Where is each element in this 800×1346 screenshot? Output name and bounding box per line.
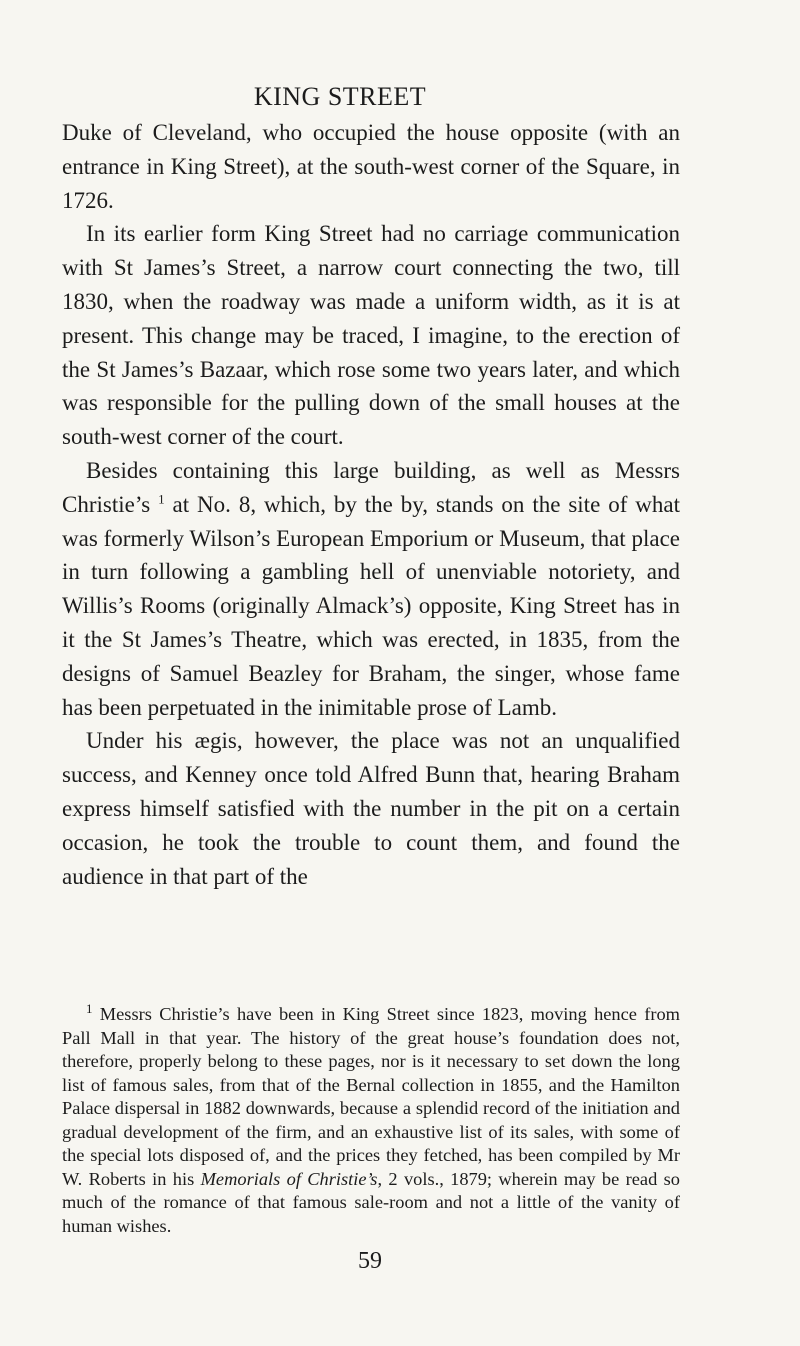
paragraph-4: Under his ægis, however, the place was not an unqualified success, and Kenney once told Alfred Bunn that, hearing Braham express himself satisfied with the number in the pit on a certain occasion, he took the trouble to count them, and found the audience in that part of the xyxy=(62,728,680,889)
footnotes xyxy=(62,1000,680,1238)
footnote-book-title: Memorials of Christie’s xyxy=(200,1168,378,1189)
footnote-reference[interactable]: 1 xyxy=(158,491,165,507)
paragraph-3-text-after-ref: at No. 8, which, by the by, stands on the site of what was formerly Wilson’s European Emporium or Museum, that place in turn following a gambling hell of unenviable notoriety, and Willis’s Rooms (originally Almack’s) opposite, King Street has in it the St James’s Theatre, which was erected, in 1835, from the designs of Samuel Beazley for Braham, the singer, whose fame has been perpetuated in the inimitable prose of Lamb. xyxy=(62,491,680,720)
paragraph-1: Duke of Cleveland, who occupied the house opposite (with an entrance in King Street), at the south-west corner of the Square, in 1726. xyxy=(62,120,680,213)
paragraph-2: In its earlier form King Street had no carriage communication with St James’s Street, a narrow court connecting the two, till 1830, when the roadway was made a uniform width, as it is at present. This change may be traced, I imagine, to the erection of the St James’s Bazaar, which rose some two years later, and which was responsible for the pulling down of the small houses at the south-west corner of the court. xyxy=(62,221,680,450)
footnote-text-after-title: , 2 vols., 1879; wherein may be read so much of the romance of that famous sale-room and not a little of the vanity of human wishes. xyxy=(62,1168,680,1236)
paragraph-3 xyxy=(62,454,680,724)
footnote-marker: 1 xyxy=(86,1000,93,1016)
footnote-1 xyxy=(62,1000,680,1238)
paragraph-3-text-before-ref: Besides containing this large building, as well as Messrs Christie’s xyxy=(62,457,680,517)
footnote-text-before-title: Messrs Christie’s have been in King Street since 1823, moving hence from Pall Mall in that year. The history of the great house’s foundation does not, therefore, properly belong to these pages, nor is it necessary to set down the long list of famous sales, from that of the Bernal collection in 1855, and the Hamilton Palace dispersal in 1882 downwards, because a splendid record of the initiation and gradual development of the firm, and an exhaustive list of its sales, with some of the special lots disposed of, and the prices they fetched, has been compiled by Mr W. Roberts in his xyxy=(62,1004,680,1189)
running-head: KING STREET xyxy=(253,82,427,111)
body-text xyxy=(62,116,680,893)
page-number: 59 xyxy=(358,1248,382,1274)
